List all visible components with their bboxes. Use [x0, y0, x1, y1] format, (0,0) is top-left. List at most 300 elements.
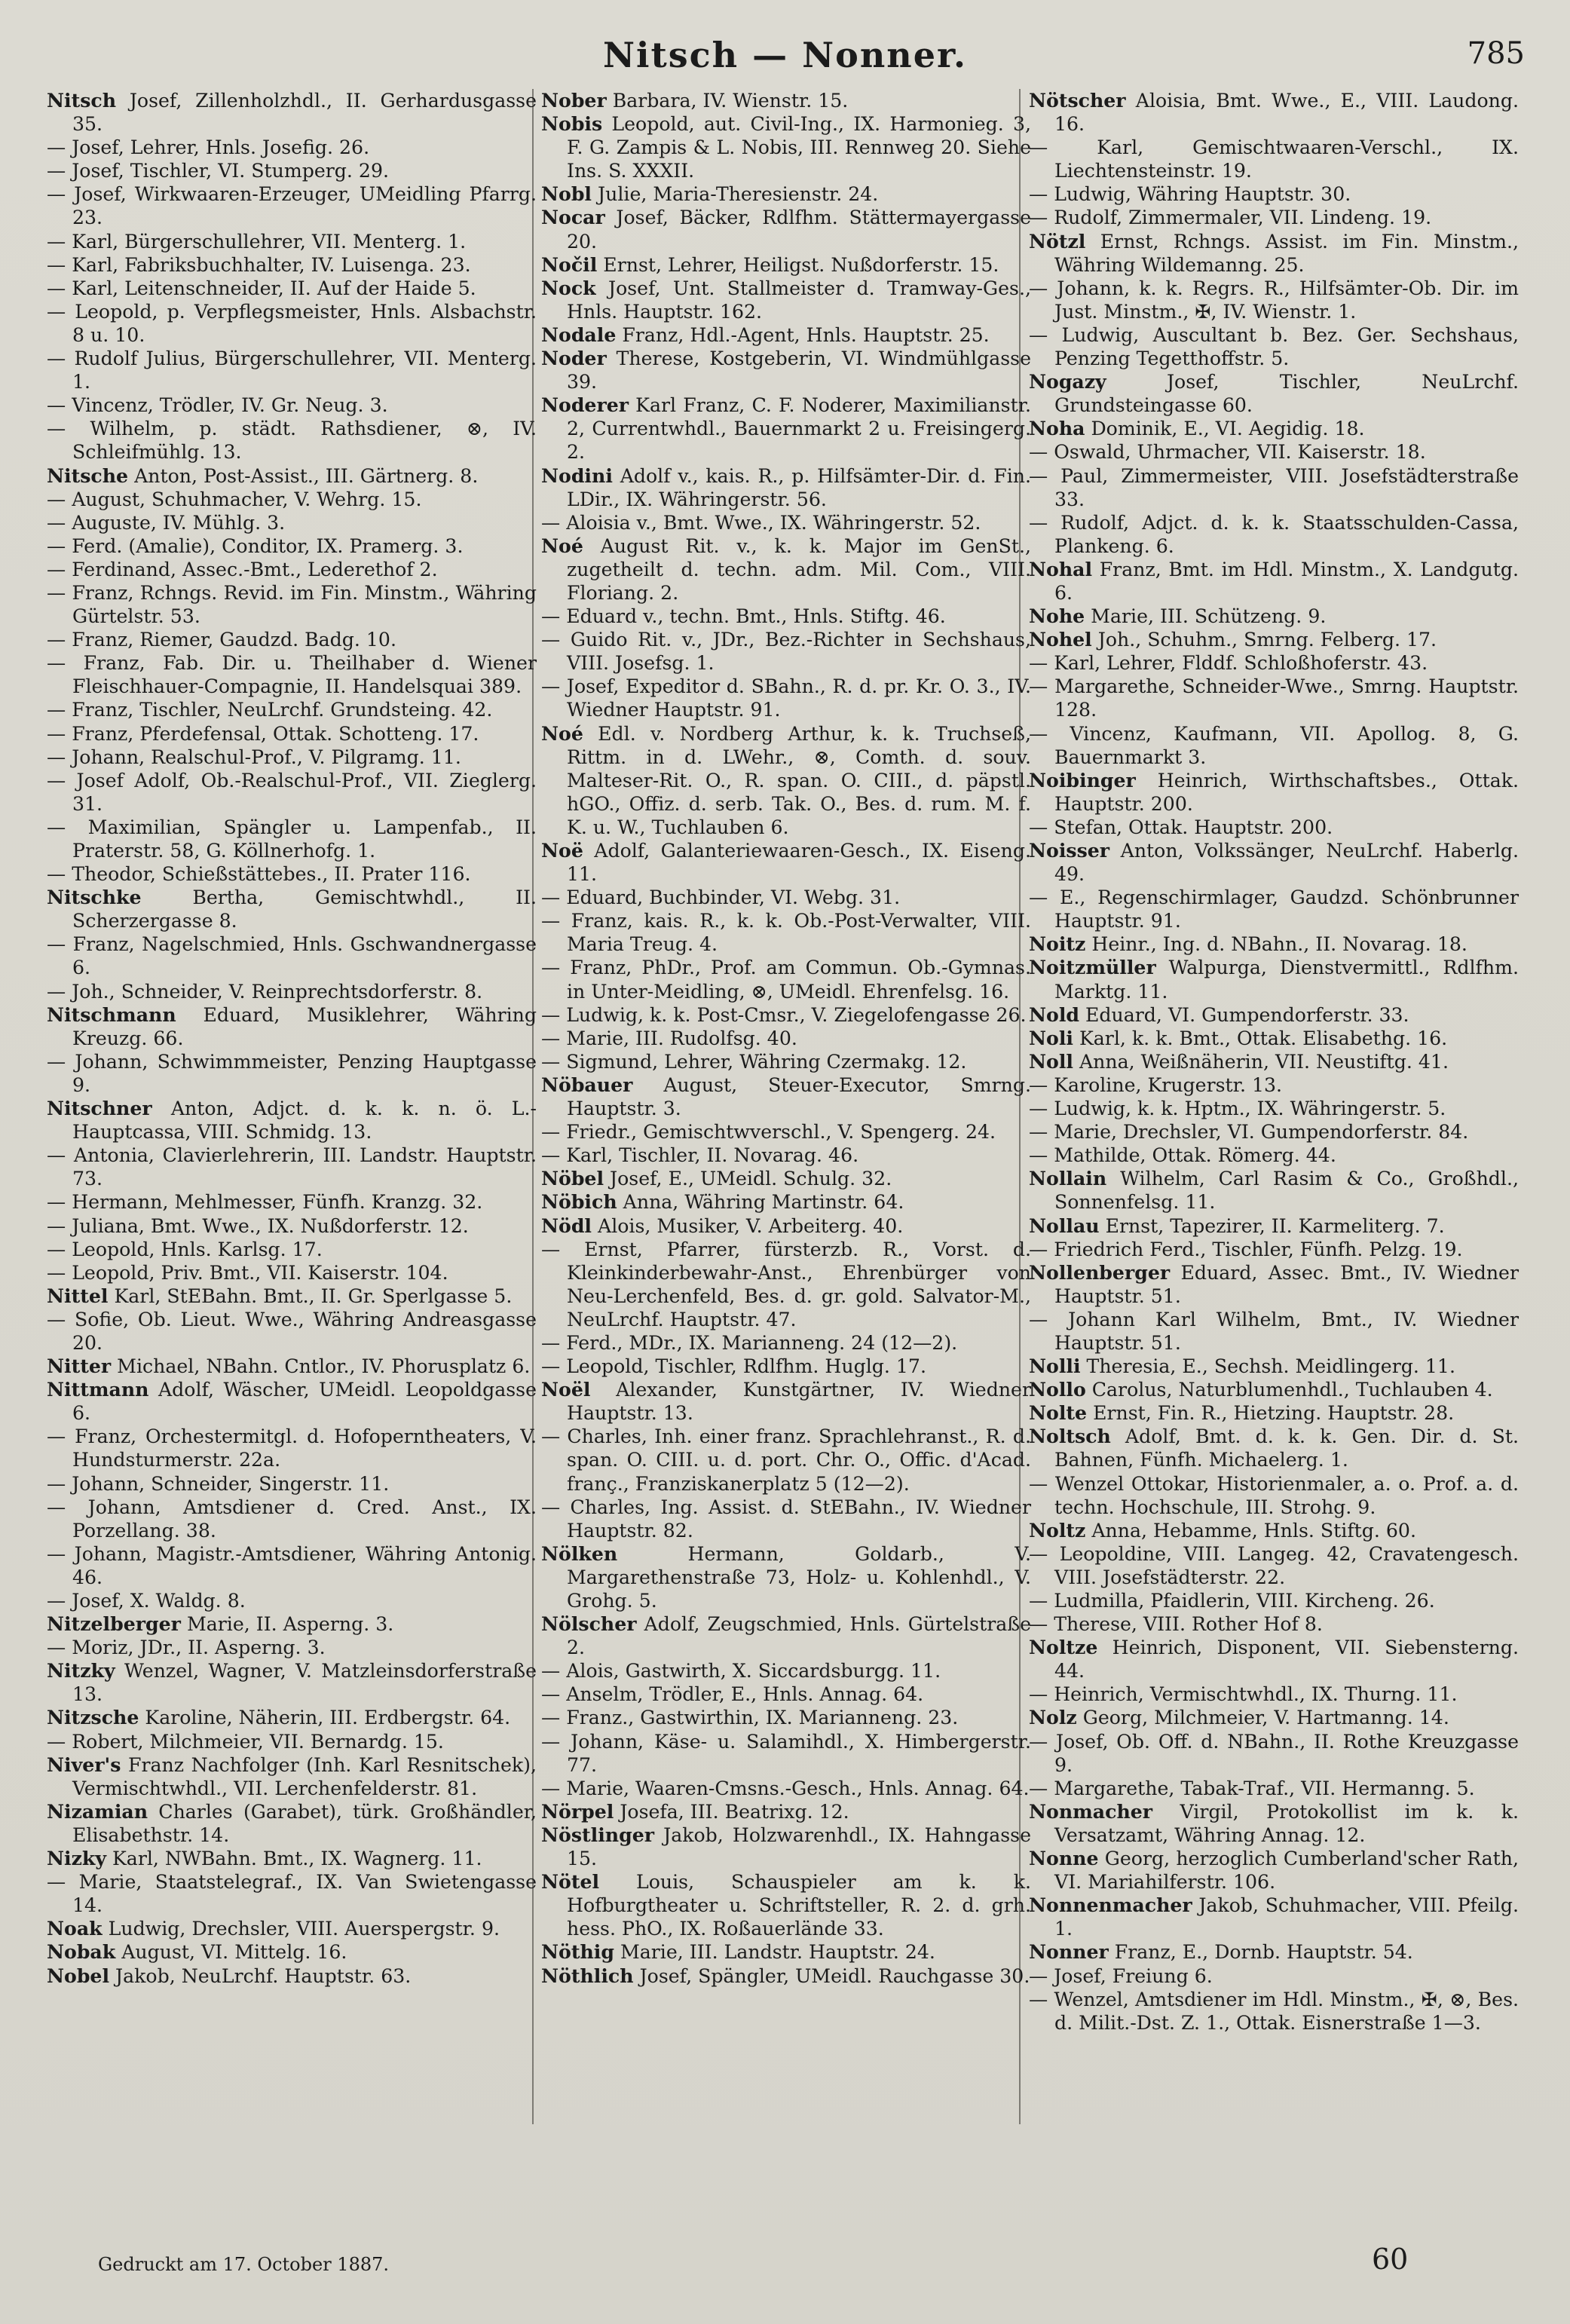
entry-text: Jakob, Holzwarenhdl., IX. Hahngasse 15.: [567, 1823, 1031, 1870]
directory-entry: [47, 1964, 537, 1988]
entry-surname: Noisser: [1029, 839, 1110, 862]
directory-entry: [47, 89, 537, 136]
entry-text: — Therese, VIII. Rother Hof 8.: [1029, 1613, 1323, 1636]
entry-text: — Charles, Ing. Assist. d. StEBahn., IV. Wiedner Hauptstr. 82.: [541, 1496, 1031, 1542]
directory-entry: [1029, 816, 1519, 839]
entry-text: Georg, Milchmeier, V. Hartmanng. 14.: [1076, 1707, 1449, 1729]
entry-text: Georg, herzoglich Cumberland'scher Rath, VI. Mariahilferstr. 106.: [1054, 1848, 1519, 1894]
directory-entry: [1029, 1355, 1519, 1378]
entry-surname: Nollenberger: [1029, 1260, 1171, 1284]
directory-entry: [541, 112, 1031, 182]
directory-entry: [541, 1073, 1031, 1120]
entry-text: Karl, StEBahn. Bmt., II. Gr. Sperlgasse 5.: [108, 1284, 513, 1307]
entry-surname: Noha: [1029, 417, 1085, 440]
directory-entry: [47, 746, 537, 769]
directory-entry: [47, 1542, 537, 1589]
directory-entry: [47, 628, 537, 651]
directory-entry: [1029, 230, 1519, 277]
entry-surname: Nocar: [541, 206, 605, 229]
entry-text: — Marie, Drechsler, VI. Gumpendorferstr. 84.: [1029, 1121, 1469, 1144]
directory-entry: [1029, 440, 1519, 464]
entry-text: — Franz, Pferdefensal, Ottak. Schotteng. 17.: [47, 722, 479, 745]
entry-text: Barbara, IV. Wienstr. 15.: [606, 90, 849, 112]
directory-entry: [47, 1589, 537, 1612]
entry-text: — Franz, kais. R., k. k. Ob.-Post-Verwalter, VIII. Maria Treug. 4.: [541, 910, 1031, 956]
entry-surname: Nötscher: [1029, 89, 1126, 112]
directory-entry: [47, 1261, 537, 1284]
entry-text: — Ludwig, k. k. Post-Cmsr., V. Ziegelofengasse 26.: [541, 1003, 1027, 1026]
entry-surname: Nobis: [541, 112, 603, 136]
entry-surname: Nitschke: [47, 886, 142, 909]
directory-entry: [1029, 1120, 1519, 1144]
entry-text: Anton, Post-Assist., III. Gärtnerg. 8.: [128, 464, 479, 487]
page-header: [45, 29, 1525, 81]
directory-entry: [1029, 1542, 1519, 1589]
directory-entry: [47, 347, 537, 393]
entry-text: — Karl, Leitenschneider, II. Auf der Haide 5.: [47, 277, 476, 299]
entry-surname: Nittel: [47, 1284, 109, 1307]
entry-text: Anna, Hebamme, Hnls. Stiftg. 60.: [1085, 1519, 1416, 1542]
entry-text: Theresia, E., Sechsh. Meidlingerg. 11.: [1080, 1355, 1455, 1378]
entry-surname: Niver's: [47, 1753, 121, 1776]
directory-entry: [541, 1425, 1031, 1495]
directory-entry: [1029, 1683, 1519, 1706]
directory-entry: [47, 698, 537, 721]
directory-entry: [541, 956, 1031, 1003]
directory-entry: [47, 1050, 537, 1097]
page-title: Nitsch — Nonner.: [602, 35, 968, 75]
entry-text: Adolf v., kais. R., p. Hilfsämter-Dir. d. Fin. LDir., IX. Währingerstr. 56.: [567, 464, 1031, 510]
entry-text: Wenzel, Wagner, V. Matzleinsdorferstraße 13.: [72, 1660, 537, 1706]
directory-entry: [541, 1144, 1031, 1167]
column-right: [1029, 89, 1519, 2035]
entry-text: — Karl, Gemischtwaaren-Verschl., IX. Liechtensteinstr. 19.: [1029, 136, 1519, 182]
entry-text: Hermann, Goldarb., V. Margarethenstraße 73, Holz- u. Kohlenhdl., V. Grohg. 5.: [567, 1542, 1031, 1612]
directory-entry: [1029, 1003, 1519, 1027]
directory-entry: [541, 347, 1031, 393]
entry-text: Heinrich, Disponent, VII. Siebensterng. 44.: [1054, 1637, 1519, 1683]
directory-entry: [541, 277, 1031, 323]
directory-entry: [541, 839, 1031, 886]
directory-entry: [1029, 136, 1519, 182]
entry-surname: Nogazy: [1029, 370, 1106, 393]
entry-text: Franz, Hdl.-Agent, Hnls. Hauptstr. 25.: [616, 323, 990, 346]
directory-entry: [1029, 1261, 1519, 1308]
entry-text: Julie, Maria-Theresienstr. 24.: [592, 183, 879, 206]
directory-entry: [541, 393, 1031, 464]
entry-surname: Noé: [541, 721, 583, 745]
entry-text: Josefa, III. Beatrixg. 12.: [614, 1800, 849, 1823]
entry-surname: Noitzmüller: [1029, 956, 1156, 979]
entry-text: Karl, k. k. Bmt., Ottak. Elisabethg. 16.: [1073, 1027, 1448, 1049]
entry-text: Jakob, NeuLrchf. Hauptstr. 63.: [109, 1964, 412, 1987]
entry-surname: Nitzsche: [47, 1706, 139, 1729]
directory-entry: [1029, 1940, 1519, 1964]
entry-surname: Nonner: [1029, 1940, 1109, 1964]
directory-entry: [47, 581, 537, 628]
entry-text: — Franz, Tischler, NeuLrchf. Grundsteing. 42.: [47, 699, 493, 721]
entry-text: Eduard, VI. Gumpendorferstr. 33.: [1079, 1003, 1409, 1026]
entry-text: Karl, NWBahn. Bmt., IX. Wagnerg. 11.: [106, 1848, 482, 1870]
entry-text: — Charles, Inh. einer franz. Sprachlehranst., R. d. span. O. CIII. u. d. port. Chr. O., Offic. d'Acad. franç., Franziskanerplatz 5 (12—2).: [541, 1425, 1031, 1495]
entry-text: — E., Regenschirmlager, Gaudzd. Schönbrunner Hauptstr. 91.: [1029, 886, 1519, 932]
directory-entry: [1029, 1401, 1519, 1425]
entry-text: Josef, Tischler, NeuLrchf. Grundsteingasse 60.: [1054, 371, 1519, 417]
entry-text: — Josef, X. Waldg. 8.: [47, 1590, 246, 1612]
directory-entry: [47, 159, 537, 182]
directory-entry: [1029, 1847, 1519, 1894]
entry-text: — Rudolf, Zimmermaler, VII. Lindeng. 19.: [1029, 207, 1432, 229]
entry-text: August, VI. Mittelg. 16.: [115, 1941, 347, 1964]
directory-entry: [541, 1003, 1031, 1027]
directory-entry: [1029, 675, 1519, 721]
directory-entry: [47, 1355, 537, 1378]
directory-entry: [47, 1238, 537, 1261]
entry-text: Edl. v. Nordberg Arthur, k. k. Truchseß, Rittm. in d. LWehr., ⊗, Comth. d. souv. Malteser-Rit. O., R. span. O. CIII., d. päpstl. hGO., Offiz. d. serb. Tak. O., Bes. d. rum. M. f. K. u. W., Tuchlauben 6.: [567, 722, 1031, 838]
entry-surname: Nöstlinger: [541, 1823, 654, 1846]
directory-entry: [47, 1730, 537, 1753]
entry-text: — Johann, Schwimmmeister, Penzing Hauptgasse 9.: [47, 1050, 537, 1096]
directory-entry: [1029, 1589, 1519, 1612]
directory-entry: [47, 1284, 537, 1308]
entry-text: Michael, NBahn. Cntlor., IV. Phorusplatz 6.: [111, 1355, 531, 1378]
entry-text: — Ludwig, k. k. Hptm., IX. Währingerstr. 5.: [1029, 1098, 1446, 1120]
entry-text: — Marie, III. Rudolfsg. 40.: [541, 1027, 797, 1049]
entry-text: — Vincenz, Trödler, IV. Gr. Neug. 3.: [47, 394, 388, 417]
entry-text: Walpurga, Dienstvermittl., Rdlfhm. Marktg. 11.: [1054, 957, 1519, 1003]
directory-entry: [1029, 628, 1519, 651]
entry-text: Franz, E., Dornb. Hauptstr. 54.: [1108, 1941, 1413, 1964]
entry-surname: Nötzl: [1029, 229, 1086, 253]
entry-text: — Franz, Orchestermitgl. d. Hofoperntheaters, V. Hundsturmerstr. 22a.: [47, 1425, 537, 1471]
sheet-number: 60: [1372, 2243, 1409, 2276]
entry-surname: Nock: [541, 276, 596, 299]
entry-text: — Josef, Ob. Off. d. NBahn., II. Rothe Kreuzgasse 9.: [1029, 1730, 1519, 1776]
entry-surname: Noltze: [1029, 1636, 1098, 1659]
entry-text: Aloisia, Bmt. Wwe., E., VIII. Laudong. 16.: [1054, 90, 1519, 136]
entry-text: — Heinrich, Vermischtwhdl., IX. Thurng. 11.: [1029, 1683, 1458, 1706]
entry-text: — Leopold, Priv. Bmt., VII. Kaiserstr. 104.: [47, 1261, 448, 1284]
entry-text: — Franz, Fab. Dir. u. Theilhaber d. Wiener Fleischhauer-Compagnie, II. Handelsquai 389.: [47, 652, 537, 698]
entry-surname: Nölscher: [541, 1612, 637, 1636]
entry-surname: Noli: [1029, 1026, 1073, 1049]
directory-entry: [1029, 511, 1519, 558]
entry-text: Josef, Unt. Stallmeister d. Tramway-Ges., Hnls. Hauptstr. 162.: [567, 277, 1031, 323]
entry-text: — Ferd. (Amalie), Conditor, IX. Pramerg. 3.: [47, 534, 464, 557]
directory-entry: [1029, 651, 1519, 675]
entry-text: — Ludwig, Währing Hauptstr. 30.: [1029, 183, 1351, 206]
entry-text: — Moriz, JDr., II. Asperng. 3.: [47, 1637, 326, 1659]
entry-text: Ernst, Lehrer, Heiligst. Nußdorferstr. 15.: [597, 253, 999, 276]
entry-text: — Maximilian, Spängler u. Lampenfab., II. Praterstr. 58, G. Köllnerhofg. 1.: [47, 816, 537, 862]
entry-text: — Alois, Gastwirth, X. Siccardsburgg. 11.: [541, 1660, 941, 1683]
directory-entry: [1029, 1894, 1519, 1940]
directory-entry: [541, 1964, 1031, 1988]
entry-surname: Nohel: [1029, 628, 1092, 651]
directory-entry: [1029, 370, 1519, 417]
entry-text: Marie, III. Schützeng. 9.: [1085, 605, 1327, 628]
directory-entry: [47, 1144, 537, 1190]
entry-text: Karl Franz, C. F. Noderer, Maximilianstr. 2, Currentwhdl., Bauernmarkt 2 u. Freisingerg. 2.: [567, 394, 1031, 464]
entry-surname: Nollo: [1029, 1378, 1086, 1401]
entry-text: — Ernst, Pfarrer, fürsterzb. R., Vorst. d. Kleinkinderbewahr-Anst., Ehrenbürger von Neu-Lerchenfeld, Bes. d. gr. gold. Salvator-M., NeuLrchf. Hauptstr. 47.: [541, 1238, 1031, 1330]
directory-entry: [1029, 1777, 1519, 1800]
entry-surname: Noltsch: [1029, 1425, 1111, 1448]
entry-text: — Sofie, Ob. Lieut. Wwe., Währing Andreasgasse 20.: [47, 1308, 537, 1354]
directory-entry: [47, 393, 537, 417]
directory-entry: [47, 722, 537, 746]
entry-text: — Mathilde, Ottak. Römerg. 44.: [1029, 1144, 1336, 1167]
directory-entry: [1029, 1612, 1519, 1636]
directory-entry: [1029, 206, 1519, 229]
entry-text: — Josef, Tischler, VI. Stumperg. 29.: [47, 160, 389, 182]
entry-text: — Johann, Realschul-Prof., V. Pilgramg. 11.: [47, 746, 461, 768]
directory-entry: [1029, 1214, 1519, 1238]
entry-text: Jakob, Schuhmacher, VIII. Pfeilg. 1.: [1054, 1894, 1519, 1940]
entry-text: Josef, Zillenholzhdl., II. Gerhardusgasse 35.: [72, 90, 537, 136]
entry-surname: Noltz: [1029, 1518, 1086, 1542]
entry-text: — Josef, Expeditor d. SBahn., R. d. pr. Kr. O. 3., IV. Wiedner Hauptstr. 91.: [541, 675, 1031, 721]
entry-text: Heinr., Ing. d. NBahn., II. Novarag. 18.: [1085, 933, 1467, 956]
directory-entry: [47, 1636, 537, 1659]
column-middle: [541, 89, 1031, 1988]
entry-text: — Antonia, Clavierlehrerin, III. Landstr. Hauptstr. 73.: [47, 1144, 537, 1190]
entry-text: Eduard, Musiklehrer, Währing Kreuzg. 66.: [72, 1003, 537, 1049]
directory-entry: [47, 816, 537, 862]
directory-entry: [1029, 464, 1519, 511]
directory-entry: [47, 1308, 537, 1355]
entry-surname: Nitsche: [47, 464, 129, 487]
directory-entry: [1029, 722, 1519, 769]
entry-text: — Franz, Rchngs. Revid. im Fin. Minstm., Währing Gürtelstr. 53.: [47, 581, 537, 628]
directory-entry: [1029, 839, 1519, 886]
directory-entry: [1029, 886, 1519, 932]
entry-text: — Aloisia v., Bmt. Wwe., IX. Währingerstr. 52.: [541, 511, 981, 534]
entry-text: — Vincenz, Kaufmann, VII. Apollog. 8, G. Bauernmarkt 3.: [1029, 722, 1519, 768]
entry-surname: Nolz: [1029, 1706, 1077, 1729]
entry-surname: Nitter: [47, 1355, 112, 1378]
entry-text: — Johann, Magistr.-Amtsdiener, Währing Antonig. 46.: [47, 1542, 537, 1588]
directory-entry: [541, 534, 1031, 605]
directory-entry: [1029, 1167, 1519, 1214]
entry-surname: Noak: [47, 1917, 103, 1940]
entry-text: — Ludmilla, Pfaidlerin, VIII. Kircheng. 26.: [1029, 1590, 1435, 1612]
directory-entry: [541, 1706, 1031, 1729]
entry-surname: Nonnenmacher: [1029, 1894, 1192, 1917]
entry-text: — Anselm, Trödler, E., Hnls. Annag. 64.: [541, 1683, 924, 1706]
entry-surname: Noël: [541, 1378, 591, 1401]
entry-text: August, Steuer-Executor, Smrng. Hauptstr. 3.: [567, 1073, 1031, 1120]
entry-text: Adolf, Zeugschmied, Hnls. Gürtelstraße 2.: [567, 1613, 1031, 1659]
entry-surname: Nobl: [541, 182, 592, 206]
entry-surname: Nolli: [1029, 1355, 1081, 1378]
entry-text: — Stefan, Ottak. Hauptstr. 200.: [1029, 816, 1333, 838]
directory-entry: [541, 1800, 1031, 1823]
directory-entry: [47, 1870, 537, 1917]
entry-surname: Noder: [541, 347, 607, 370]
directory-entry: [541, 1167, 1031, 1190]
entry-text: Ludwig, Drechsler, VIII. Auerspergstr. 9.: [102, 1918, 500, 1940]
entry-text: — Josef Adolf, Ob.-Realschul-Prof., VII. Zieglerg. 31.: [47, 769, 537, 815]
entry-surname: Nobel: [47, 1964, 110, 1987]
directory-entry: [47, 417, 537, 464]
entry-text: — Eduard, Buchbinder, VI. Webg. 31.: [541, 886, 901, 909]
entry-text: — Franz, Riemer, Gaudzd. Badg. 10.: [47, 629, 396, 651]
directory-entry: [47, 182, 537, 229]
directory-entry: [1029, 323, 1519, 370]
entry-text: Heinrich, Wirthschaftsbes., Ottak. Hauptstr. 200.: [1054, 769, 1519, 815]
directory-entry: [1029, 1073, 1519, 1097]
entry-text: — Hermann, Mehlmesser, Fünfh. Kranzg. 32.: [47, 1191, 483, 1214]
entry-text: Alois, Musiker, V. Arbeiterg. 40.: [592, 1214, 904, 1237]
entry-text: — Josef, Lehrer, Hnls. Josefig. 26.: [47, 136, 370, 159]
directory-entry: [47, 769, 537, 816]
directory-entry: [1029, 932, 1519, 956]
directory-entry: [47, 277, 537, 300]
entry-text: Adolf, Wäscher, UMeidl. Leopoldgasse 6.: [72, 1379, 537, 1425]
entry-text: Charles (Garabet), türk. Großhändler, Elisabethstr. 14.: [72, 1800, 537, 1846]
entry-text: Leopold, aut. Civil-Ing., IX. Harmonieg. 3, F. G. Zampis & L. Nobis, III. Rennweg 20. Siehe Ins. S. XXXII.: [567, 113, 1031, 182]
directory-entry: [1029, 89, 1519, 136]
directory-entry: [1029, 1144, 1519, 1167]
directory-entry: [1029, 1308, 1519, 1355]
directory-entry: [47, 1378, 537, 1425]
directory-entry: [47, 862, 537, 886]
directory-entry: [541, 1190, 1031, 1214]
entry-text: Adolf, Bmt. d. k. k. Gen. Dir. d. St. Bahnen, Fünfh. Michaelerg. 1.: [1054, 1425, 1519, 1471]
directory-entry: [47, 1940, 537, 1964]
entry-text: — Rudolf, Adjct. d. k. k. Staatsschulden-Cassa, Plankeng. 6.: [1029, 511, 1519, 557]
entry-text: — Sigmund, Lehrer, Währing Czermakg. 12.: [541, 1050, 967, 1073]
directory-entry: [47, 558, 537, 581]
directory-entry: [1029, 558, 1519, 605]
directory-entry: [47, 980, 537, 1003]
entry-text: Marie, III. Landstr. Hauptstr. 24.: [614, 1941, 935, 1964]
entry-text: Ernst, Fin. R., Hietzing. Hauptstr. 28.: [1087, 1402, 1455, 1425]
directory-entry: [1029, 769, 1519, 816]
directory-entry: [47, 1190, 537, 1214]
directory-entry: [541, 1730, 1031, 1777]
entry-text: — Franz, PhDr., Prof. am Commun. Ob.-Gymnas. in Unter-Meidling, ⊗, UMeidl. Ehrenfelsg. 16.: [541, 957, 1031, 1003]
entry-surname: Nočil: [541, 253, 598, 276]
entry-surname: Nizky: [47, 1847, 106, 1870]
entry-surname: Nölken: [541, 1542, 618, 1565]
entry-text: Joh., Schuhm., Smrng. Felberg. 17.: [1091, 629, 1437, 651]
directory-entry: [1029, 1238, 1519, 1261]
directory-entry: [1029, 277, 1519, 323]
entry-text: — Karl, Lehrer, Flddf. Schloßhoferstr. 43.: [1029, 652, 1428, 675]
directory-entry: [47, 651, 537, 698]
entry-text: — Juliana, Bmt. Wwe., IX. Nußdorferstr. 12.: [47, 1214, 469, 1237]
directory-entry: [541, 1214, 1031, 1238]
entry-surname: Nitzky: [47, 1659, 115, 1683]
directory-entry: [1029, 956, 1519, 1003]
entry-text: — Leopold, Hnls. Karlsg. 17.: [47, 1238, 323, 1260]
entry-text: Anton, Adjct. d. k. k. n. ö. L.-Hauptcassa, VIII. Schmidg. 13.: [72, 1098, 537, 1144]
entry-surname: Noll: [1029, 1049, 1073, 1073]
directory-entry: [1029, 1425, 1519, 1471]
entry-text: Eduard, Assec. Bmt., IV. Wiedner Hauptstr. 51.: [1054, 1261, 1519, 1307]
entry-surname: Nöthlich: [541, 1964, 634, 1987]
entry-text: Josef, Bäcker, Rdlfhm. Stättermayergasse 20.: [567, 207, 1031, 253]
entry-text: — Ferd., MDr., IX. Marianneng. 24 (12—2).: [541, 1331, 958, 1354]
entry-text: — Johann, Amtsdiener d. Cred. Anst., IX. Porzellang. 38.: [47, 1496, 537, 1542]
entry-surname: Nober: [541, 89, 607, 112]
directory-entry: [47, 1917, 537, 1940]
entry-surname: Noë: [541, 839, 583, 862]
directory-entry: [1029, 182, 1519, 206]
directory-entry: [541, 1050, 1031, 1073]
directory-entry: [47, 932, 537, 979]
directory-entry: [1029, 417, 1519, 440]
directory-entry: [47, 1706, 537, 1729]
directory-entry: [541, 464, 1031, 511]
directory-entry: [541, 1496, 1031, 1542]
entry-text: Alexander, Kunstgärtner, IV. Wiedner Hauptstr. 13.: [567, 1379, 1031, 1425]
entry-text: Dominik, E., VI. Aegidig. 18.: [1085, 418, 1365, 440]
directory-entry: [47, 300, 537, 347]
directory-entry: [541, 1612, 1031, 1659]
page-number: 785: [1467, 36, 1525, 71]
directory-entry: [541, 1659, 1031, 1683]
entry-text: — Karl, Bürgerschullehrer, VII. Menterg. 1.: [47, 230, 467, 253]
directory-entry: [47, 1003, 537, 1050]
entry-text: — Friedrich Ferd., Tischler, Fünfh. Pelzg. 19.: [1029, 1238, 1463, 1260]
directory-entry: [541, 1542, 1031, 1612]
directory-entry: [541, 675, 1031, 721]
directory-entry: [47, 1800, 537, 1847]
directory-entry: [47, 1496, 537, 1542]
entry-surname: Nobak: [47, 1940, 116, 1964]
entry-surname: Nörpel: [541, 1799, 614, 1823]
directory-entry: [541, 722, 1031, 839]
directory-entry: [541, 182, 1031, 206]
entry-surname: Nöbauer: [541, 1073, 633, 1096]
entry-text: — Josef, Wirkwaaren-Erzeuger, UMeidling Pfarrg. 23.: [47, 183, 537, 229]
entry-text: Franz, Bmt. im Hdl. Minstm., X. Landgutg. 6.: [1054, 558, 1519, 604]
directory-entry: [47, 1847, 537, 1870]
entry-text: Marie, II. Asperng. 3.: [180, 1613, 394, 1636]
entry-text: — Josef, Freiung 6.: [1029, 1964, 1213, 1987]
entry-surname: Nollain: [1029, 1167, 1107, 1190]
entry-text: — Franz, Nagelschmied, Hnls. Gschwandnergasse 6.: [47, 933, 537, 979]
entry-text: Anna, Währing Martinstr. 64.: [617, 1191, 904, 1214]
entry-text: — Paul, Zimmermeister, VIII. Josefstädterstraße 33.: [1029, 464, 1519, 510]
entry-text: Josef, E., UMeidl. Schulg. 32.: [604, 1168, 892, 1190]
entry-text: Karoline, Näherin, III. Erdbergstr. 64.: [139, 1707, 511, 1729]
entry-text: — August, Schuhmacher, V. Wehrg. 15.: [47, 488, 422, 510]
entry-text: Josef, Spängler, UMeidl. Rauchgasse 30.: [633, 1964, 1030, 1987]
entry-text: — Oswald, Uhrmacher, VII. Kaiserstr. 18.: [1029, 441, 1426, 464]
print-date: Gedruckt am 17. October 1887.: [98, 2254, 390, 2275]
entry-surname: Noitz: [1029, 932, 1086, 956]
entry-text: — Robert, Milchmeier, VII. Bernardg. 15.: [47, 1730, 444, 1753]
directory-entry: [1029, 1730, 1519, 1777]
entry-text: — Marie, Staatstelegraf., IX. Van Swietengasse 14.: [47, 1871, 537, 1917]
entry-text: Franz Nachfolger (Inh. Karl Resnitschek), Vermischtwhdl., VII. Lerchenfelderstr. 81.: [72, 1753, 537, 1799]
entry-surname: Nohal: [1029, 557, 1093, 580]
entry-surname: Nötel: [541, 1870, 600, 1894]
entry-surname: Nöthig: [541, 1940, 614, 1964]
entry-surname: Nitschmann: [47, 1003, 176, 1026]
entry-text: — Leopoldine, VIII. Langeg. 42, Cravatengesch. VIII. Josefstädterstr. 22.: [1029, 1542, 1519, 1588]
entry-text: — Wilhelm, p. städt. Rathsdiener, ⊗, IV. Schleifmühlg. 13.: [47, 418, 537, 464]
entry-text: — Leopold, Tischler, Rdlfhm. Huglg. 17.: [541, 1355, 926, 1378]
directory-entry: [541, 511, 1031, 534]
entry-text: Therese, Kostgeberin, VI. Windmühlgasse 39.: [567, 348, 1031, 393]
directory-entry: [47, 464, 537, 488]
directory-entry: [47, 886, 537, 932]
